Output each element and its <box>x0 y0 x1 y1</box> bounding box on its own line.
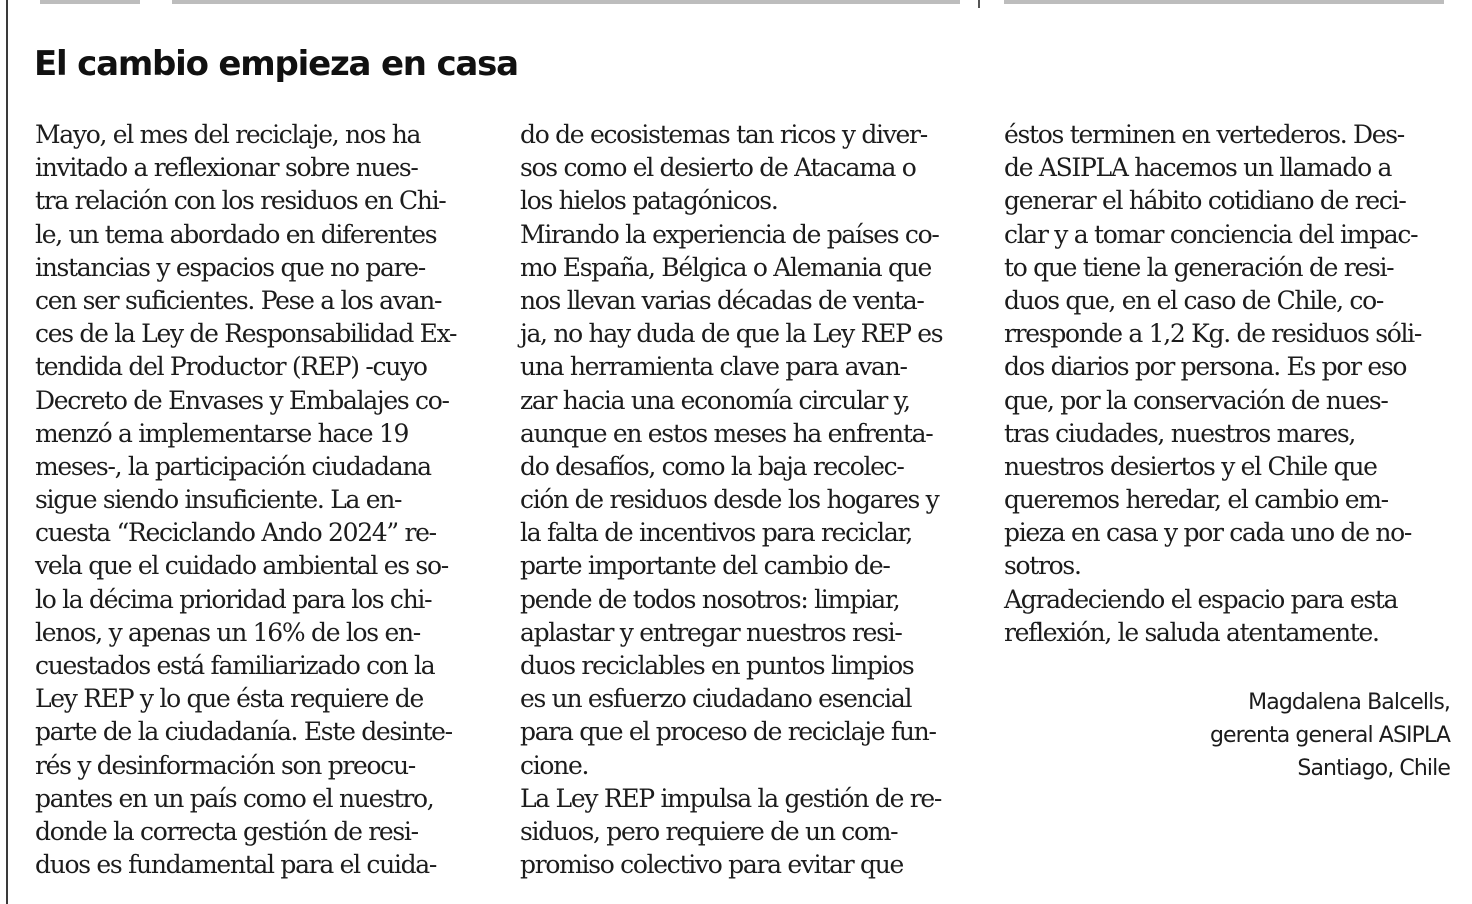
text-line: aplastar y entregar nuestros resi- <box>520 617 902 647</box>
text-line: dos diarios por persona. Es por eso <box>1004 352 1407 382</box>
text-line: promiso colectivo para evitar que <box>520 850 904 880</box>
text-line: La Ley REP impulsa la gestión de re- <box>520 783 941 813</box>
text-line: pende de todos nosotros: limpiar, <box>520 584 900 614</box>
text-line: lo la décima prioridad para los chi- <box>35 584 432 614</box>
text-line: menzó a implementarse hace 19 <box>35 418 409 448</box>
author-signature <box>1210 686 1450 785</box>
text-line: do de ecosistemas tan ricos y diver- <box>520 120 927 149</box>
text-line: le, un tema abordado en diferentes <box>35 219 437 249</box>
text-line: aunque en estos meses ha enfrenta- <box>520 418 933 448</box>
text-line: instancias y espacios que no pare- <box>35 252 425 282</box>
column-divider-tick <box>978 0 980 8</box>
text-line: meses-, la participación ciudadana <box>35 451 431 481</box>
text-line: duos que, en el caso de Chile, co- <box>1004 285 1383 315</box>
text-line: sotros. <box>1004 551 1081 581</box>
signature-line: gerenta general ASIPLA <box>1209 723 1450 748</box>
text-line: duos reciclables en puntos limpios <box>520 651 914 680</box>
text-line: siduos, pero requiere de un com- <box>520 816 898 846</box>
text-line: ción de residuos desde los hogares y <box>520 485 939 515</box>
text-line: lenos, y apenas un 16% de los en- <box>35 617 420 647</box>
text-line: duos es fundamental para el cuida- <box>35 850 437 880</box>
text-line: los hielos patagónicos. <box>520 186 778 216</box>
text-line: Mirando la experiencia de países co- <box>520 219 939 249</box>
text-line: queremos heredar, el cambio em- <box>1004 485 1388 515</box>
text-line: pieza en casa y por cada uno de no- <box>1004 518 1412 548</box>
text-line: cuestados está familiarizado con la <box>35 651 435 680</box>
text-line: de ASIPLA hacemos un llamado a <box>1004 153 1392 183</box>
text-line: tra relación con los residuos en Chi- <box>35 186 446 216</box>
signature-line: Santiago, Chile <box>1297 756 1450 781</box>
text-line: vela que el cuidado ambiental es so- <box>35 551 448 581</box>
text-line: Agradeciendo el espacio para esta <box>1004 584 1398 614</box>
text-line: zar hacia una economía circular y, <box>520 385 910 415</box>
left-border-rule <box>6 0 8 904</box>
text-line: reflexión, le saluda atentamente. <box>1004 617 1379 647</box>
top-edge-strip <box>1004 0 1444 4</box>
text-line: mo España, Bélgica o Alemania que <box>520 252 932 282</box>
text-line: generar el hábito cotidiano de reci- <box>1004 186 1406 216</box>
text-line: Mayo, el mes del reciclaje, nos ha <box>35 120 421 149</box>
text-line: Decreto de Envases y Embalajes co- <box>35 385 449 415</box>
top-edge-strip <box>172 0 960 4</box>
text-line: una herramienta clave para avan- <box>520 352 907 382</box>
text-line: parte importante del cambio de- <box>520 551 890 581</box>
article-column-2 <box>520 118 942 881</box>
text-line: ces de la Ley de Responsabilidad Ex- <box>35 319 457 349</box>
text-line: sos como el desierto de Atacama o <box>520 153 916 183</box>
text-line: nos llevan varias décadas de venta- <box>520 285 924 315</box>
text-line: do desafíos, como la baja recolec- <box>520 451 904 481</box>
text-line: nuestros desiertos y el Chile que <box>1004 451 1377 481</box>
text-line: rés y desinformación son preocu- <box>35 750 415 780</box>
signature-line: Magdalena Balcells, <box>1248 690 1450 715</box>
text-line: invitado a reflexionar sobre nues- <box>35 153 418 183</box>
text-line: pantes en un país como el nuestro, <box>35 783 434 813</box>
text-line: clar y a tomar conciencia del impac- <box>1004 219 1418 249</box>
text-line: sigue siendo insuficiente. La en- <box>35 485 402 515</box>
text-line: tendida del Productor (REP) -cuyo <box>35 352 427 382</box>
text-line: rresponde a 1,2 Kg. de residuos sóli- <box>1004 319 1422 349</box>
text-line: que, por la conservación de nues- <box>1004 385 1388 415</box>
top-edge-strip <box>40 0 140 4</box>
text-line: la falta de incentivos para reciclar, <box>520 518 913 548</box>
text-line: to que tiene la generación de resi- <box>1004 252 1394 282</box>
text-line: donde la correcta gestión de resi- <box>35 816 418 846</box>
text-line: cuesta “Reciclando Ando 2024” re- <box>35 518 436 548</box>
text-line: es un esfuerzo ciudadano esencial <box>520 684 912 714</box>
text-line: éstos terminen en vertederos. Des- <box>1004 120 1404 149</box>
text-line: Ley REP y lo que ésta requiere de <box>35 684 423 714</box>
article-column-3 <box>1004 118 1421 649</box>
text-line: tras ciudades, nuestros mares, <box>1004 418 1355 448</box>
article-title: El cambio empieza en casa <box>34 44 518 84</box>
text-line: para que el proceso de reciclaje fun- <box>520 717 936 747</box>
text-line: ja, no hay duda de que la Ley REP es <box>520 319 943 349</box>
text-line: cen ser suficientes. Pese a los avan- <box>35 285 442 315</box>
text-line: cione. <box>520 750 589 780</box>
article-column-1 <box>35 118 456 881</box>
text-line: parte de la ciudadanía. Este desinte- <box>35 717 452 747</box>
